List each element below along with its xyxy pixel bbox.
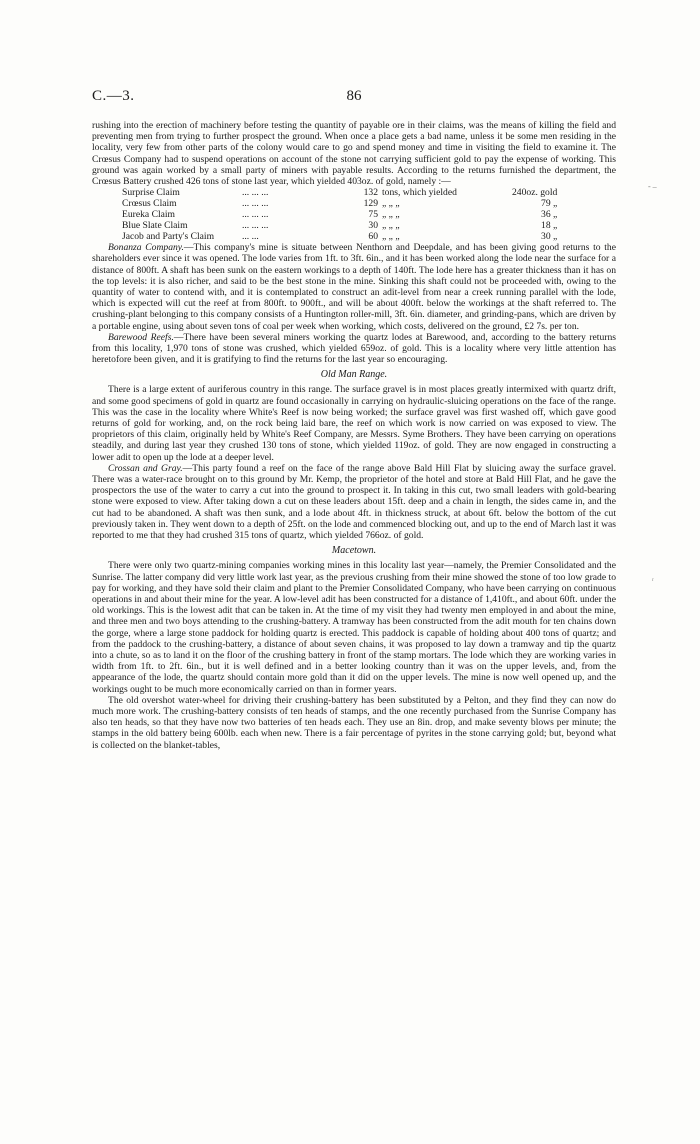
table-row (122, 220, 561, 231)
leader-dots: ... ... ... (242, 220, 269, 232)
tons-value: 129 (363, 198, 378, 210)
page-header (92, 88, 616, 108)
leader-dots: ... ... ... (242, 209, 269, 221)
table-row (122, 231, 561, 242)
paragraph: There is a large extent of auriferous country in this range. The surface gravel is in most places greatly intermixed with quartz drift, and some good specimens of gold in quartz are found occasionally in carrying on hydraulic-sluicing operations on the face of the range. This was the case in the locality where White's Reef is now being worked; the surface gravel was first washed off, which gave good returns of gold for working, and, on the rock being laid bare, the reef on which work is now carried on was exposed to view. The proprietors of this claim, originally held by White's Reef Company, are Messrs. Syme Brothers. They have been carrying on operations steadily, and during last year they crushed 130 tons of stone, which yielded 119oz. of gold. They are now engaged in constructing a lower adit to open up the lode at a deeper level. (92, 384, 616, 463)
claim-name: Blue Slate Claim (122, 220, 188, 232)
leader-dots: ... ... ... (242, 187, 269, 199)
unit-text: „ „ „ (382, 209, 400, 221)
section-heading-old-man-range: Old Man Range. (320, 369, 388, 381)
barewood-text: —There have been several miners working the quartz lodes at Barewood, and, according to the battery returns from this locality, 1,970 tons of stone was crushed, which yielded 659oz. of gold. This is a locality where very little attention has heretofore been given, and it is gratifying to find the returns for the last year so encouraging. (92, 331, 616, 366)
tons-value: 30 (368, 220, 378, 232)
bonanza-title: Bonanza Company. (108, 242, 184, 254)
crushing-returns-table (122, 187, 561, 242)
claim-name: Jacob and Party's Claim (122, 231, 215, 243)
table-row (122, 198, 561, 209)
page-body (92, 120, 616, 751)
leader-dots: ... ... ... (242, 198, 269, 210)
tons-value: 60 (368, 231, 378, 243)
unit-text: „ „ „ (382, 198, 400, 210)
bonanza-paragraph (92, 242, 616, 332)
crossan-paragraph (92, 463, 616, 541)
unit-text: „ „ „ (382, 231, 400, 243)
claim-name: Eureka Claim (122, 209, 176, 221)
margin-mark: ʳ (652, 576, 654, 585)
yield-value: 18 „ (541, 220, 558, 232)
table-row (122, 209, 561, 220)
tons-value: 132 (363, 187, 378, 199)
page-number: 86 (346, 88, 362, 104)
claim-name: Crœsus Claim (122, 198, 177, 210)
margin-mark: - – (648, 182, 657, 191)
yield-value: 36 „ (541, 209, 558, 221)
barewood-paragraph (92, 332, 616, 366)
yield-value: 240oz. gold (512, 187, 558, 199)
paragraph: There were only two quartz-mining companies working mines in this locality last year—namely, the Premier Consolidated and the Sunrise. The latter company did very little work last year, as the previous crushing from their mine showed the stone of too low grade to pay for working, and they have sold their claim and plant to the Premier Consolidated Company, who have been carrying on continuous operations in and about their mine for the year. A low-level adit has been constructed for a distance of 1,410ft., and about 60ft. under the old workings. This is the lowest adit that can be taken in. At the time of my visit they had twenty men employed in and about the mine, and three men and two boys attending to the crushing-battery. A tramway has been constructed from the adit mouth for ten chains down the gorge, where a large stone paddock for holding quartz is erected. This paddock is capable of holding about 400 tons of quartz; and from the paddock to the crushing-battery, a distance of about seven chains, it was proposed to lay down a tramway and tip the quartz into a chute, so as to land it on the floor of the crushing battery in front of the stamp mortars. The lode which they are working varies in width from 1ft. to 2ft. 6in., but it is well defined and in a better looking country than it was on the upper levels, and, from the appearance of the lode, the quartz should contain more gold than it did on the upper levels. The mine is now well opened up, and the workings ought to be much more economically carried on than in former years. (92, 560, 616, 695)
crossan-text: —This party found a reef on the face of the range above Bald Hill Flat by sluicing away the surface gravel. There was a water-race brought on to this ground by Mr. Kemp, the proprietor of the hotel and store at Bald Hill Flat, and he gave the prospectors the use of the water to carry a cut into the ground to prospect it. In taking in this cut, two small leaders with gold-bearing stone were exposed to view. After taking down a cut on these leaders about 15ft. deep and a chain in length, the sides came in, and the cut had to be abandoned. A shaft was then sunk, and a lode about 4ft. in thickness struck, at about 6ft. below the bottom of the cut previously taken in. They went down to a depth of 25ft. on the lode and commenced blocking out, and up to the end of March last it was reported to me that they had crushed 315 tons of quartz, which yielded 766oz. of gold. (92, 462, 616, 542)
tons-value: 75 (368, 209, 378, 221)
crossan-title: Crossan and Gray. (108, 462, 183, 474)
leader-dots: ... ... (242, 231, 259, 243)
yield-value: 79 „ (541, 198, 558, 210)
claim-name: Surprise Claim (122, 187, 180, 199)
paragraph: The old overshot water-wheel for driving their crushing-battery has been substituted by a Pelton, and they find they can now do much more work. The crushing-battery consists of ten heads of stamps, and the one recently purchased from the Sunrise Company has also ten heads, so that they have now two batteries of ten heads each. They use an 8in. drop, and make seventy blows per minute; the stamps in the old battery being 600lb. each when new. There is a fair percentage of pyrites in the stone carrying gold; but, beyond what is collected on the blanket-tables, (92, 694, 616, 751)
table-row (122, 187, 561, 198)
yield-value: 30 „ (541, 231, 558, 243)
paragraph: rushing into the erection of machinery before testing the quantity of payable ore in their claims, was the means of killing the field and preventing men from trying to further prospect the ground. When once a place gets a bad name, unless it be some men residing in the locality, very few from other parts of the colony would care to go and spend money and time in visiting the field to examine it. The Crœsus Company had to suspend operations on account of the stone not carrying sufficient gold to pay the expense of working. This ground was again worked by a small party of miners with payable results. According to the returns furnished the department, the Crœsus Battery crushed 426 tons of stone last year, which yielded 403oz. of gold, namely :— (92, 120, 616, 188)
section-heading-macetown: Macetown. (331, 545, 377, 557)
unit-text: „ „ „ (382, 220, 400, 232)
unit-text: tons, which yielded (382, 187, 457, 199)
report-reference: C.—3. (92, 88, 135, 104)
barewood-title: Barewood Reefs. (108, 331, 174, 343)
bonanza-text: —This company's mine is situate between Nenthorn and Deepdale, and has been giving good returns to the shareholders ever since it was opened. The lode varies from 1ft. to 3ft. 6in., and it has been worked along the lode near the surface for a distance of 800ft. A shaft has been sunk on the eastern workings to a depth of 140ft. The lode here has a greater thickness than it has on the top levels: it is also richer, and said to be the best stone in the mine. Sinking this shaft could not be proceeded with, owing to the quantity of water to contend with, and it is contemplated to construct an adit-level from near a creek running parallel with the lode, which is expected will cut the reef at from 800ft. to 900ft., and will be about 400ft. below the workings at the shaft referred to. The crushing-plant belonging to this company consists of a Huntington roller-mill, 3ft. 6in. diameter, and grinding-pans, which are driven by a portable engine, using about seven tons of coal per week when working, which costs, delivered on the ground, £2 7s. per ton. (92, 242, 616, 332)
